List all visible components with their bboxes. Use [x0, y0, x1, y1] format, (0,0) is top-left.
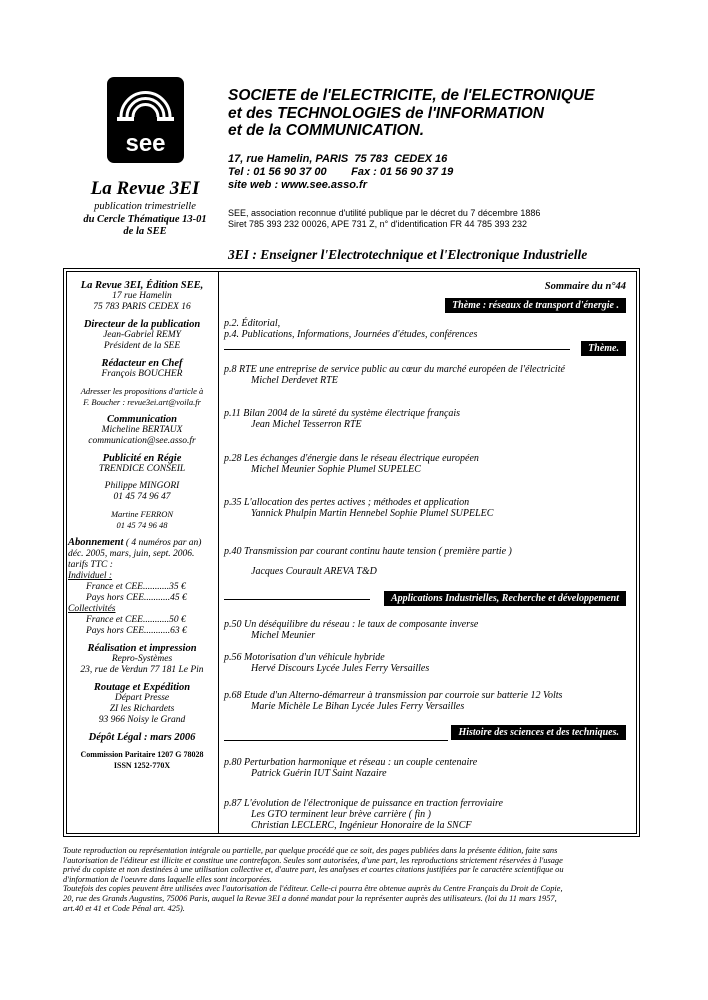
toc-entry: p.68 Etude d'un Alterno-démarreur à transmission par courroie sur batterie 12 Volts Marie Michèle Le Bihan Lycée Jules Ferry Versailles: [224, 690, 563, 712]
logo-text: see: [125, 130, 166, 157]
ferron-block: Martine FERRON 01 45 74 96 48: [110, 509, 174, 530]
toc-entry: p.35 L'allocation des pertes actives ; méthodes et application Yannick Phulpin Martin Hennebel Sophie Plumel SUPELEC: [224, 497, 494, 519]
toc-entry: p.80 Perturbation harmonique et réseau : un couple centenaire Patrick Guérin IUT Saint Nazaire: [224, 757, 478, 779]
histoire-rule: [224, 740, 448, 741]
commission-block: Commission Paritaire 1207 G 78028 ISSN 1252-770X: [80, 750, 204, 770]
publicite-block: Publicité en Régie TRENDICE CONSEIL: [98, 453, 186, 474]
tagline: 3EI : Enseigner l'Electrotechnique et l'Electronique Industrielle: [228, 247, 588, 262]
routage-block: Routage et Expédition Départ Presse ZI les Richardets 93 966 Noisy le Grand: [93, 682, 191, 725]
omega-icon: [107, 77, 184, 163]
sommaire-column: [224, 281, 632, 833]
toc-entry: p.28 Les échanges d'énergie dans le réseau électrique européen Michel Meunier Sophie Plumel SUPELEC: [224, 453, 479, 475]
masthead-column: [68, 280, 216, 777]
mingori-block: Philippe MINGORI 01 45 74 96 47: [104, 481, 180, 502]
redacteur-block: Rédacteur en Chef François BOUCHER: [101, 358, 183, 379]
applications-bar: Applications Industrielles, Recherche et développement: [384, 591, 626, 606]
toc-entry: p.87 L'évolution de l'électronique de puissance en traction ferroviaire Les GTO terminent leur brève carrière ( fin ) Christian LECLERC, Ingénieur Honoraire de la SNCF: [224, 798, 503, 831]
theme-rule: [224, 349, 570, 350]
communication-block: Communication Micheline BERTAUX communication@see.asso.fr: [88, 414, 196, 446]
toc-entry: p.50 Un déséquilibre du réseau : le taux de composante inverse Michel Meunier: [224, 619, 479, 641]
address-line: 17, rue Hamelin, PARIS 75 783 CEDEX 16: [228, 153, 448, 165]
edition-block: La Revue 3EI, Édition SEE, 17 rue Hamelin 75 783 PARIS CEDEX 16: [80, 280, 204, 312]
applications-rule: [224, 599, 370, 600]
tel-line: Tel : 01 56 90 37 00 Fax : 01 56 90 37 19: [228, 166, 454, 178]
toc-entry: p.8 RTE une entreprise de service public au cœur du marché européen de l'électricité Michel Derdevet RTE: [224, 364, 565, 386]
depot-block: Dépôt Légal : mars 2006: [88, 732, 196, 743]
column-divider: [218, 272, 219, 833]
society-info: SEE, association reconnue d'utilité publique par le décret du 7 décembre 1886 Siret 785 393 232 00026, APE 731 Z, n° d'identification FR 44 785 393 232: [228, 208, 541, 229]
histoire-bar: Histoire des sciences et des techniques.: [451, 725, 626, 740]
society-name: SOCIETE de l'ELECTRICITE, de l'ELECTRONIQUE et des TECHNOLOGIES de l'INFORMATION et de la COMMUNICATION.: [228, 87, 595, 139]
revue-title: La Revue 3EI: [90, 178, 200, 199]
toc-entry: p.11 Bilan 2004 de la sûreté du système électrique français Jean Michel Tesserron RTE: [224, 408, 461, 430]
abonnement-block: Abonnement ( 4 numéros par an) déc. 2005, mars, juin, sept. 2006. tarifs TTC : Individuel : France et CEE...........35 € Pays hors CEE...........45 € Collectivités France et CEE...........50 € Pays hors CEE...........63 €: [68, 537, 202, 636]
see-logo: [107, 77, 184, 163]
editorial-entry: p.2. Éditorial, p.4. Publications, Informations, Journées d'études, conférences: [224, 318, 478, 340]
theme-label: Thème.: [581, 341, 626, 356]
directeur-block: Directeur de la publication Jean-Gabriel REMY Président de la SEE: [83, 319, 201, 351]
copyright-notice: Toute reproduction ou représentation intégrale ou partielle, par quelque procédé que ce soit, des pages publiées dans la présente édition, faite sans l'autorisation de l'éditeur est illicite et constitue une contrefaçon. Seules sont autorisées, d'une part, les reproductions strictement réservées à l'usage privé du copiste et non destinées à une utilisation collective et, d'autre part, les analyses et courtes citations justifiées par le caractère scientifique ou d'information de l'oeuvre dans laquelle elles sont incorporées. Toutefois des copies peuvent être utilisées avec l'autorisation de l'éditeur. Celle-ci pourra être obtenue auprès du Centre Français du Droit de Copie, 20, rue des Grands Augustins, 75006 Paris, auquel la Revue 3EI a donné mandat pour la représenter auprès des utilisateurs. (loi du 11 mars 1957, art.40 et 41 et Code Pénal art. 425).: [63, 846, 564, 913]
sommaire-title: Sommaire du n°44: [544, 281, 626, 292]
web-line: site web : www.see.asso.fr: [228, 179, 367, 191]
society-address: [228, 153, 668, 192]
theme-bar: Thème : réseaux de transport d'énergie .: [445, 298, 626, 313]
toc-entry: p.40 Transmission par courant continu haute tension ( première partie ) Jacques Courault AREVA T&D: [224, 546, 512, 577]
toc-entry: p.56 Motorisation d'un véhicule hybride Hervé Discours Lycée Jules Ferry Versailles: [224, 652, 430, 674]
adresser-block: Adresser les propositions d'article à F. Boucher : revue3ei.art@voila.fr: [80, 386, 204, 407]
revue-subtitle: publication trimestrielle du Cercle Thématique 13-01 de la SEE: [83, 201, 207, 237]
realisation-block: Réalisation et impression Repro-Systèmes 23, rue de Verdun 77 181 Le Pin: [80, 643, 204, 675]
